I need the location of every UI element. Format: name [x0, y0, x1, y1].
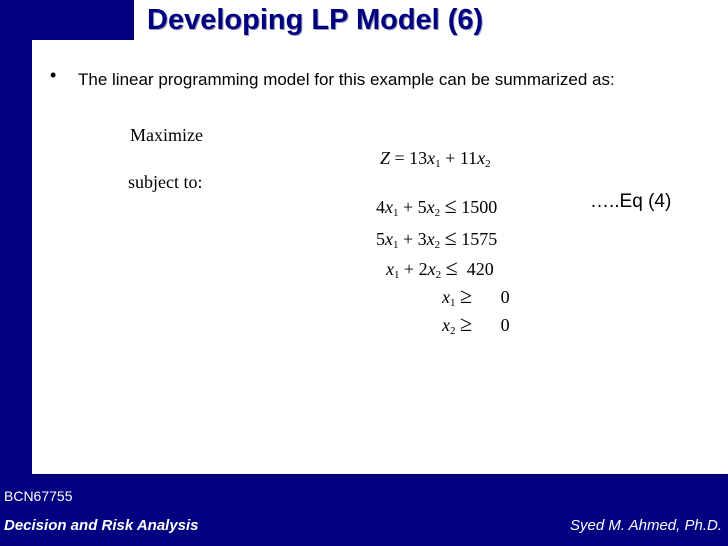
footer-course-name: Decision and Risk Analysis — [4, 517, 199, 534]
footer-course-code: BCN67755 — [4, 488, 73, 504]
objective-function: $Z = 13x_1 + 11x_2$ — [380, 148, 491, 170]
bullet-text: The linear programming model for this example can be summarized as: — [78, 70, 615, 89]
constraint-1: $4x_1 + 5x_2 \le 1500$ — [376, 193, 498, 219]
slide-content — [32, 40, 728, 474]
constraint-2: $5x_1 + 3x_2 \le 1575$ — [376, 225, 498, 251]
maximize-label: Maximize — [130, 125, 203, 145]
subject-to-label: subject to: — [128, 172, 203, 192]
equation-reference: …..Eq (4) — [590, 191, 672, 212]
constraint-x2-nonneg: $x_2 \ge 0$ — [442, 311, 510, 337]
constraint-3: $x_1 + 2x_2 \le 420$ — [386, 255, 494, 281]
constraint-x1-nonneg: $x_1 \ge 0$ — [442, 283, 510, 309]
bullet-marker: • — [50, 65, 57, 85]
footer-author: Syed M. Ahmed, Ph.D. — [569, 517, 722, 534]
slide-title: Developing LP Model (6) — [147, 4, 484, 36]
